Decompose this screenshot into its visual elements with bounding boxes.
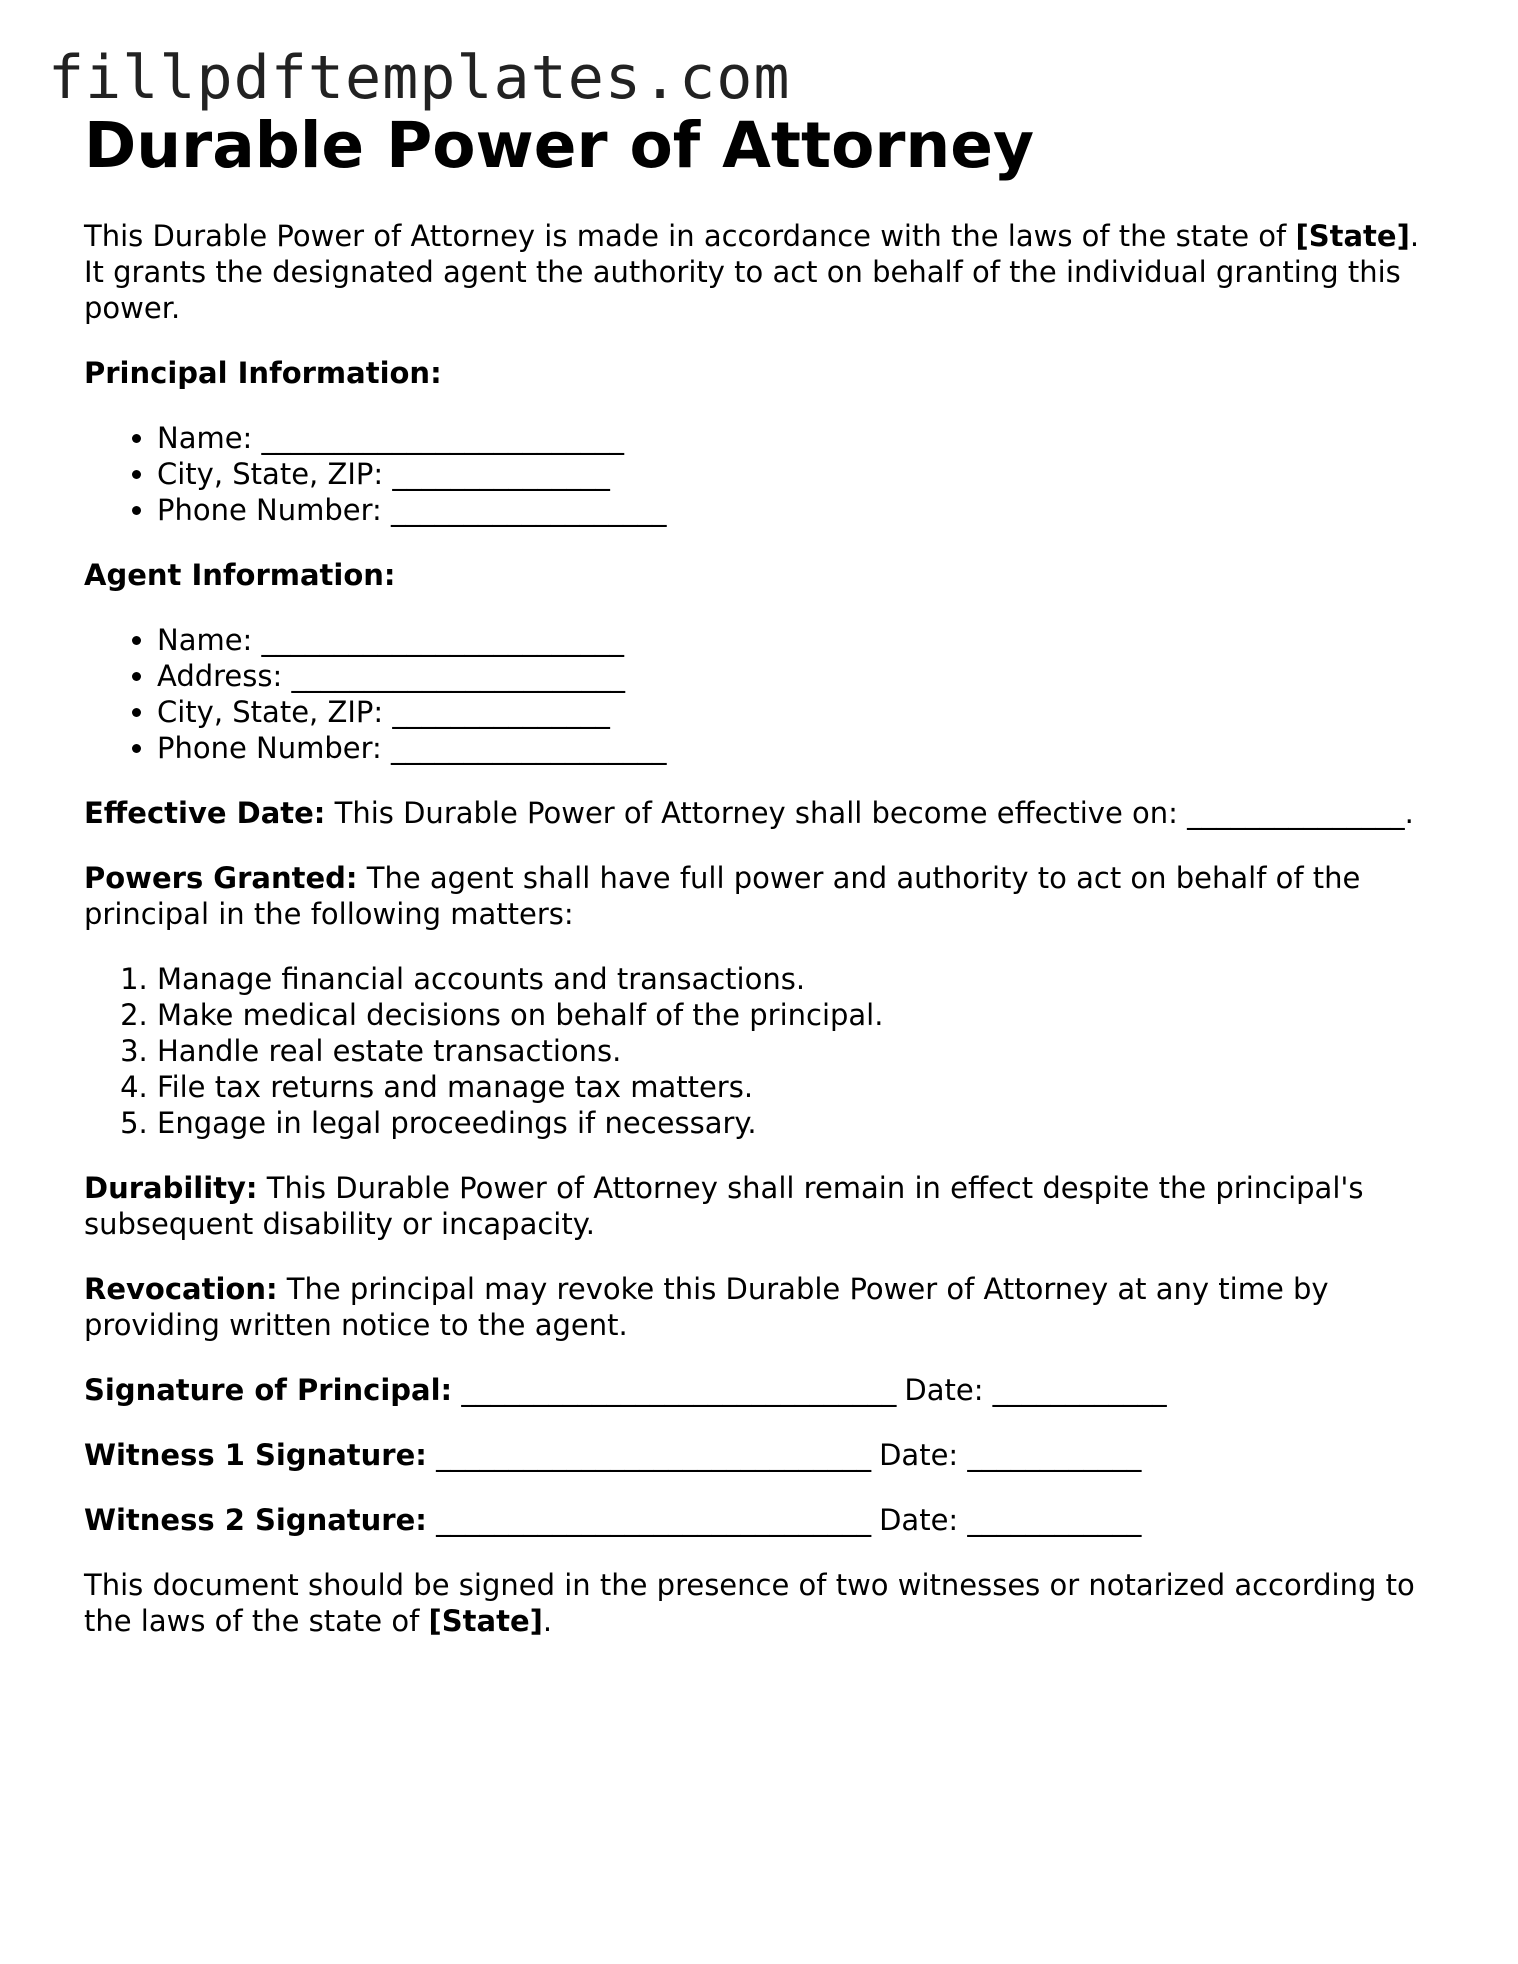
- powers-granted-label: Powers Granted:: [84, 861, 358, 895]
- document-title: Durable Power of Attorney: [84, 109, 1035, 182]
- state-placeholder: [State]: [428, 1604, 543, 1638]
- durability-label: Durability:: [84, 1171, 258, 1205]
- principal-name-field[interactable]: • Name: _________________________: [157, 420, 1444, 456]
- principal-phone-field[interactable]: • Phone Number: ___________________: [157, 492, 1444, 528]
- power-item: 5. Engage in legal proceedings if necessary.: [157, 1105, 1444, 1141]
- signature-date-field[interactable]: Date: ____________: [904, 1373, 1167, 1407]
- power-item: 2. Make medical decisions on behalf of the principal.: [157, 997, 1444, 1033]
- agent-city-state-zip-field[interactable]: • City, State, ZIP: _______________: [157, 694, 1444, 730]
- agent-fields: [84, 622, 1444, 766]
- signature-date-field[interactable]: Date: ____________: [879, 1438, 1142, 1472]
- agent-phone-field[interactable]: • Phone Number: ___________________: [157, 730, 1444, 766]
- witness-2-signature-line[interactable]: Witness 2 Signature: ______________________________ Date: ____________: [84, 1503, 1142, 1537]
- power-item: 1. Manage financial accounts and transactions.: [157, 961, 1444, 997]
- effective-date-paragraph[interactable]: Effective Date: This Durable Power of Attorney shall become effective on: _______________.: [84, 796, 1414, 830]
- agent-name-field[interactable]: • Name: _________________________: [157, 622, 1444, 658]
- intro-paragraph: This Durable Power of Attorney is made in accordance with the laws of the state of [State]. It grants the designated agent the authority to act on behalf of the individual granting this power.: [84, 219, 1420, 325]
- effective-date-label: Effective Date:: [84, 796, 326, 830]
- witness-1-signature-line[interactable]: Witness 1 Signature: ______________________________ Date: ____________: [84, 1438, 1142, 1472]
- power-item: 4. File tax returns and manage tax matters.: [157, 1069, 1444, 1105]
- signature-label: Signature of Principal:: [84, 1373, 453, 1407]
- agent-heading: Agent Information:: [84, 558, 396, 592]
- durability-paragraph: Durability: This Durable Power of Attorney shall remain in effect despite the principal's subsequent disability or incapacity.: [84, 1171, 1364, 1241]
- document-body: [84, 108, 1444, 1639]
- powers-granted-paragraph: Powers Granted: The agent shall have full power and authority to act on behalf of the principal in the following matters:: [84, 861, 1361, 931]
- powers-list: [84, 961, 1444, 1141]
- revocation-label: Revocation:: [84, 1272, 278, 1306]
- principal-city-state-zip-field[interactable]: • City, State, ZIP: _______________: [157, 456, 1444, 492]
- principal-heading: Principal Information:: [84, 356, 442, 390]
- watermark: fillpdftemplates.com: [48, 43, 791, 113]
- revocation-paragraph: Revocation: The principal may revoke this Durable Power of Attorney at any time by providing written notice to the agent.: [84, 1272, 1329, 1342]
- principal-fields: [84, 420, 1444, 528]
- signature-label: Witness 2 Signature:: [84, 1503, 427, 1537]
- agent-address-field[interactable]: • Address: _______________________: [157, 658, 1444, 694]
- state-placeholder: [State]: [1295, 219, 1410, 253]
- closing-paragraph: This document should be signed in the presence of two witnesses or notarized according to the laws of the state of [State].: [84, 1568, 1415, 1638]
- principal-signature-line[interactable]: Signature of Principal: ______________________________ Date: ____________: [84, 1373, 1167, 1407]
- signature-date-field[interactable]: Date: ____________: [879, 1503, 1142, 1537]
- signature-label: Witness 1 Signature:: [84, 1438, 427, 1472]
- power-item: 3. Handle real estate transactions.: [157, 1033, 1444, 1069]
